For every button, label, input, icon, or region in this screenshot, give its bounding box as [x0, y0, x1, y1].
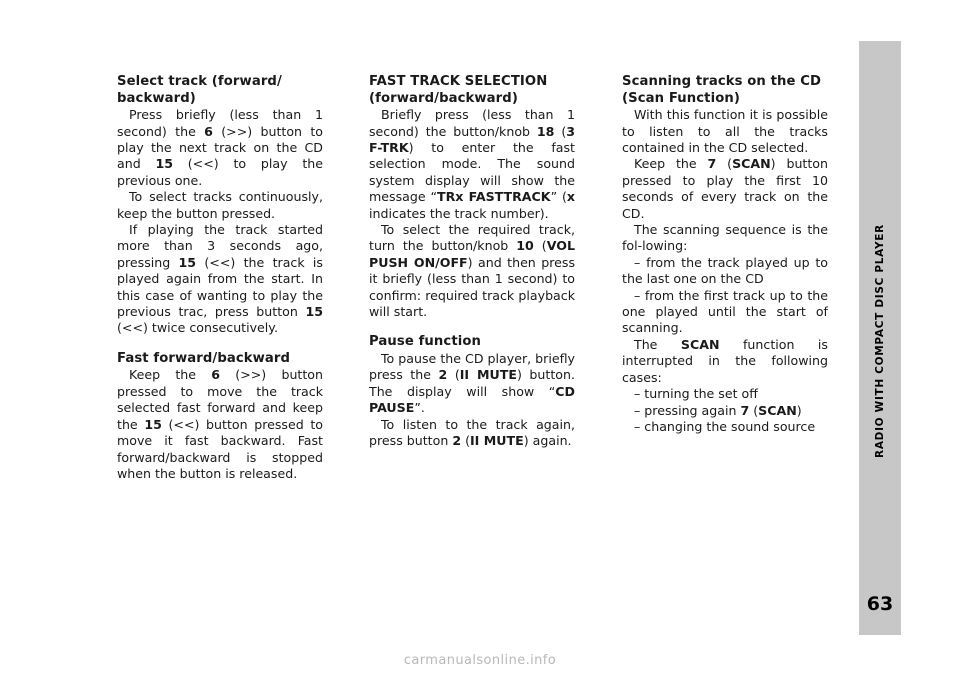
paragraph-case-source: – changing the sound source [634, 418, 816, 434]
paragraph-select-track-brief: Press briefly (less than 1 second) the 6 (>>) button to play the next track on the CD and 15 (<<) to play the previous one. [117, 107, 323, 188]
watermark: carmanualsonline.info [403, 653, 557, 668]
paragraph-scan-sequence: The scanning sequence is the fol-lowing: [622, 222, 828, 254]
page-number: 63 [866, 593, 894, 615]
paragraph-fast-track-select: To select the required track, turn the button/knob 10 (VOL PUSH ON/OFF) and then press it briefly (less than 1 second) to confirm: required track playback will start. [369, 222, 575, 320]
paragraph-scan-interrupted: The SCAN function is interrupted in the following cases: [622, 336, 828, 385]
paragraph-select-continuous: To select tracks continuously, keep the button pressed. [117, 189, 323, 221]
heading-pause-function: Pause function [369, 334, 481, 350]
paragraph-fast-forward: Keep the 6 (>>) button pressed to move the track selected fast forward and keep the 15 (<<) button pressed to move it fast backward. Fast forward/backward is stopped when the button is released. [117, 367, 324, 481]
paragraph-pause: To pause the CD player, briefly press the 2 (II MUTE) button. The display will show “CD PAUSE”. [369, 351, 575, 416]
heading-fast-track-selection: FAST TRACK SELECTION (forward/backward) [369, 74, 548, 106]
chapter-sidebar [859, 41, 901, 635]
chapter-title: RADIO WITH COMPACT DISC PLAYER [874, 224, 886, 458]
paragraph-scan-step-2: – from the first track up to the one played until the start of scanning. [622, 287, 828, 336]
column-middle [369, 74, 575, 450]
paragraph-resume: To listen to the track again, press button 2 (II MUTE) again. [369, 416, 575, 449]
heading-select-track: Select track (forward/ backward) [117, 74, 282, 106]
heading-fast-forward: Fast forward/backward [117, 350, 291, 366]
column-right [622, 74, 828, 435]
paragraph-scan-keep: Keep the 7 (SCAN) button pressed to play the first 10 seconds of every track on the CD. [622, 156, 828, 221]
paragraph-fast-track-enter: Briefly press (less than 1 second) the button/knob 18 (3 F-TRK) to enter the fast selection mode. The sound system display will show the message “TRx FASTTRACK” (x indicates the track number). [369, 107, 575, 221]
paragraph-scan-step-1: – from the track played up to the last one on the CD [622, 254, 828, 287]
column-left [117, 74, 323, 482]
paragraph-scan-intro: With this function it is possible to listen to all the tracks contained in the CD selected. [622, 107, 828, 155]
paragraph-case-press: – pressing again 7 (SCAN) [634, 402, 802, 418]
paragraph-case-off: – turning the set off [634, 386, 758, 402]
heading-scan-function: Scanning tracks on the CD (Scan Function) [622, 74, 822, 106]
paragraph-replay-track: If playing the track started more than 3 seconds ago, pressing 15 (<<) the track is played again from the start. In this case of wanting to play the previous trac, press button 15 (<<) twice consecutively. [117, 222, 323, 336]
